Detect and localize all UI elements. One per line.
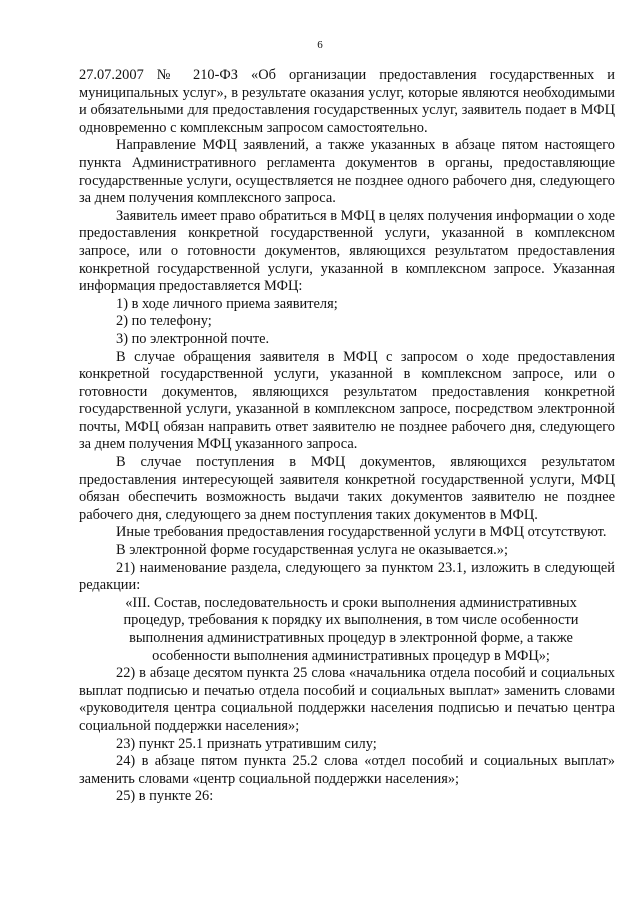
amendment-item: 24) в абзаце пятом пункта 25.2 слова «отдел пособий и социальных выплат» заменить словами «центр социальной поддержки населения»; bbox=[79, 753, 615, 787]
paragraph: Заявитель имеет право обратиться в МФЦ в целях получения информации о ходе предоставления конкретной государственной услуги, указанной в комплексном запросе, или о готовности документов, являющихся результатом предоставления конкретной государственной услуги, указанной в комплексном запросе. Указанная информация предоставляется МФЦ: bbox=[79, 207, 615, 295]
list-item: 2) по телефону; bbox=[116, 313, 212, 330]
list-item: 3) по электронной почте. bbox=[116, 330, 270, 347]
paragraph: В случае поступления в МФЦ документов, являющихся результатом предоставления интересующей заявителя конкретной государственной услуги, МФЦ обязан обеспечить возможность выдачи таких документов заявителю не позднее рабочего дня, следующего за днем поступления таких документов в МФЦ. bbox=[79, 454, 615, 523]
amendment-item: 21) наименование раздела, следующего за пунктом 23.1, изложить в следующей редакции: bbox=[79, 559, 615, 594]
paragraph: В случае обращения заявителя в МФЦ с запросом о ходе предоставления конкретной государственной услуги, указанной в комплексном запросе, или о готовности документов, являющихся результатом предоставления конкретной государственной услуги, указанной в комплексном запросе, посредством электронной почты, МФЦ обязан направить ответ заявителю не позднее рабочего дня, следующего за днем получения МФЦ указанного запроса. bbox=[79, 348, 615, 453]
paragraph: Иные требования предоставления государственной услуги в МФЦ отсутствуют. bbox=[116, 524, 607, 541]
list-item: 1) в ходе личного приема заявителя; bbox=[116, 295, 338, 312]
document-body bbox=[79, 67, 615, 806]
paragraph: Направление МФЦ заявлений, а также указанных в абзаце пятом настоящего пункта Административного регламента документов в органы, предоставляющие государственные услуги, осуществляется не позднее одного рабочего дня, следующего за днем получения комплексного запроса. bbox=[79, 137, 615, 207]
amendment-item: 25) в пункте 26: bbox=[116, 788, 214, 805]
paragraph: 27.07.2007 № 210-ФЗ «Об организации предоставления государственных и муниципальных услуг», в результате оказания услуг, которые являются необходимыми и обязательными для предоставления государственных услуг, заявитель подает в МФЦ одновременно с комплексным запросом самостоятельно. bbox=[79, 67, 615, 136]
paragraph: В электронной форме государственная услуга не оказывается.»; bbox=[116, 542, 508, 559]
amendment-item: 22) в абзаце десятом пункта 25 слова «начальника отдела пособий и социальных выплат подписью и печатью отдела пособий и социальных выплат» заменить словами «руководителя центра социальной поддержки населения подписью и печатью центра социальной поддержки населения»; bbox=[79, 665, 615, 734]
section-heading-quote: «III. Состав, последовательность и сроки выполнения административных процедур, требования к порядку их выполнения, в том числе особенности выполнения административных процедур в электронной форме, а также особенности выполнения административных процедур в МФЦ»; bbox=[123, 594, 579, 664]
page-number: 6 bbox=[317, 39, 323, 51]
amendment-item: 23) пункт 25.1 признать утратившим силу; bbox=[116, 735, 377, 752]
